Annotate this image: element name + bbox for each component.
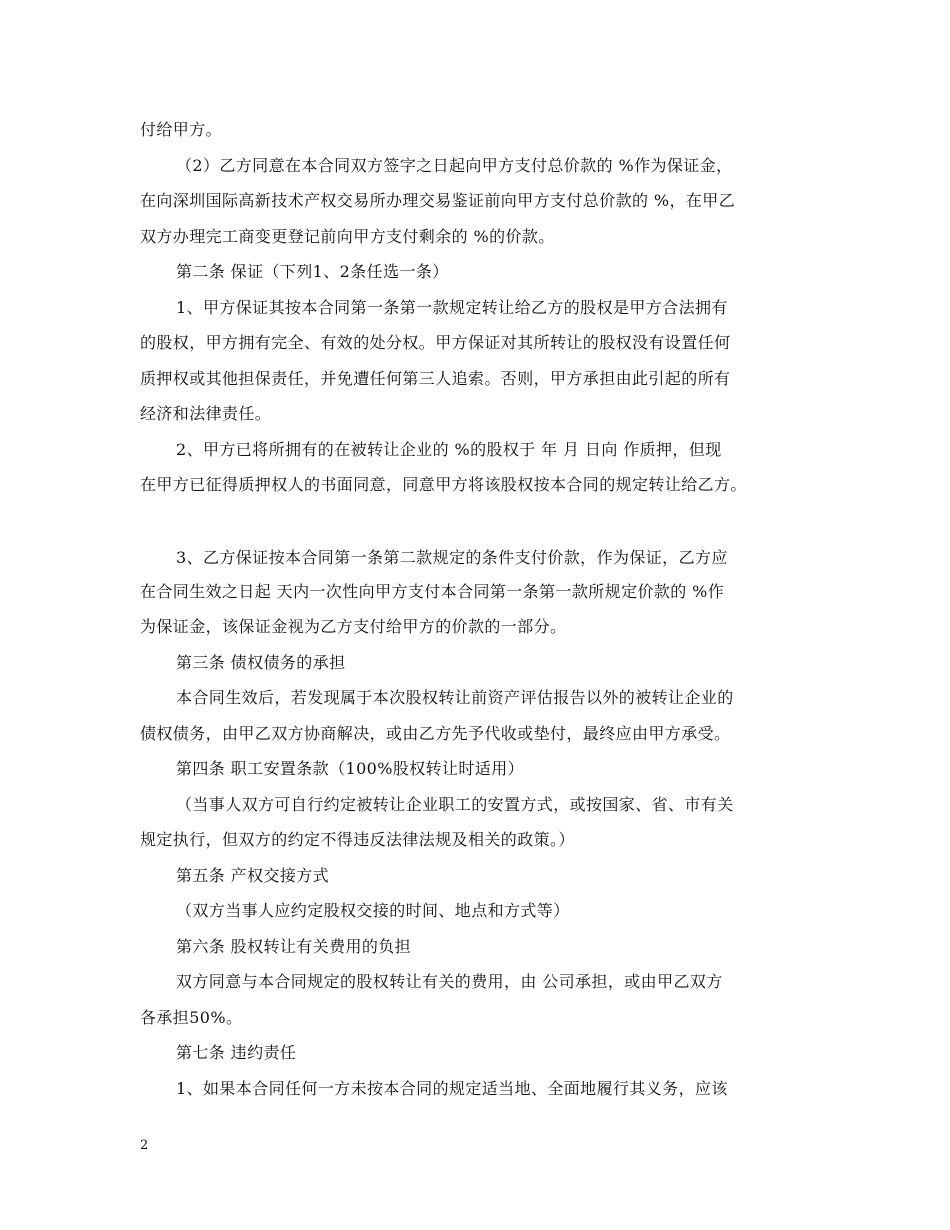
section-heading: 第二条 保证（下列1、2条任选一条） <box>176 262 449 281</box>
text-line: 1、如果本合同任何一方未按本合同的规定适当地、全面地履行其义务，应该 <box>176 1079 728 1098</box>
text-line: 在甲方已征得质押权人的书面同意，同意甲方将该股权按本合同的规定转让给乙方。 <box>140 475 747 494</box>
text-line: 1、甲方保证其按本合同第一条第一款规定转让给乙方的股权是甲方合法拥有 <box>176 298 728 317</box>
text-line: 规定执行，但双方的约定不得违反法律法规及相关的政策。） <box>140 830 575 849</box>
text-line: 质押权或其他担保责任，并免遭任何第三人追索。否则，甲方承担由此引起的所有 <box>140 369 731 388</box>
text-line: 经济和法律责任。 <box>140 404 272 423</box>
section-heading: 第三条 债权债务的承担 <box>176 653 346 672</box>
text-line: 的股权，甲方拥有完全、有效的处分权。甲方保证对其所转让的股权没有设置任何 <box>140 333 731 352</box>
text-line: 为保证金，该保证金视为乙方支付给甲方的价款的一部分。 <box>140 617 567 636</box>
text-line: 在合同生效之日起 天内一次性向甲方支付本合同第一条第一款所规定价款的 %作 <box>140 582 725 601</box>
text-line: 在向深圳国际高新技术产权交易所办理交易鉴证前向甲方支付总价款的 %，在甲乙 <box>140 191 736 210</box>
text-line: （双方当事人应约定股权交接的时间、地点和方式等） <box>176 901 570 920</box>
text-line: 债权债务，由甲乙双方协商解决，或由乙方先予代收或垫付，最终应由甲方承受。 <box>140 724 731 743</box>
text-line: 本合同生效后，若发现属于本次股权转让前资产评估报告以外的被转让企业的 <box>176 688 734 707</box>
text-line: 付给甲方。 <box>140 120 223 139</box>
section-heading: 第六条 股权转让有关费用的负担 <box>176 937 412 956</box>
section-heading: 第五条 产权交接方式 <box>176 866 330 885</box>
text-line: （当事人双方可自行约定被转让企业职工的安置方式，或按国家、省、市有关 <box>176 795 734 814</box>
text-line: 2、甲方已将所拥有的在被转让企业的 %的股权于 年 月 日向 作质押，但现 <box>176 440 722 459</box>
section-heading: 第七条 违约责任 <box>176 1043 297 1062</box>
text-line: 3、乙方保证按本合同第一条第二款规定的条件支付价款，作为保证，乙方应 <box>176 548 728 567</box>
text-line: 各承担50%。 <box>140 1008 243 1027</box>
text-line: （2）乙方同意在本合同双方签字之日起向甲方支付总价款的 %作为保证金， <box>176 156 733 175</box>
text-line: 双方办理完工商变更登记前向甲方支付剩余的 %的价款。 <box>140 227 555 246</box>
page-number: 2 <box>140 1138 149 1153</box>
text-line: 双方同意与本合同规定的股权转让有关的费用，由 公司承担，或由甲乙双方 <box>176 972 723 991</box>
section-heading: 第四条 职工安置条款（100%股权转让时适用） <box>176 759 525 778</box>
